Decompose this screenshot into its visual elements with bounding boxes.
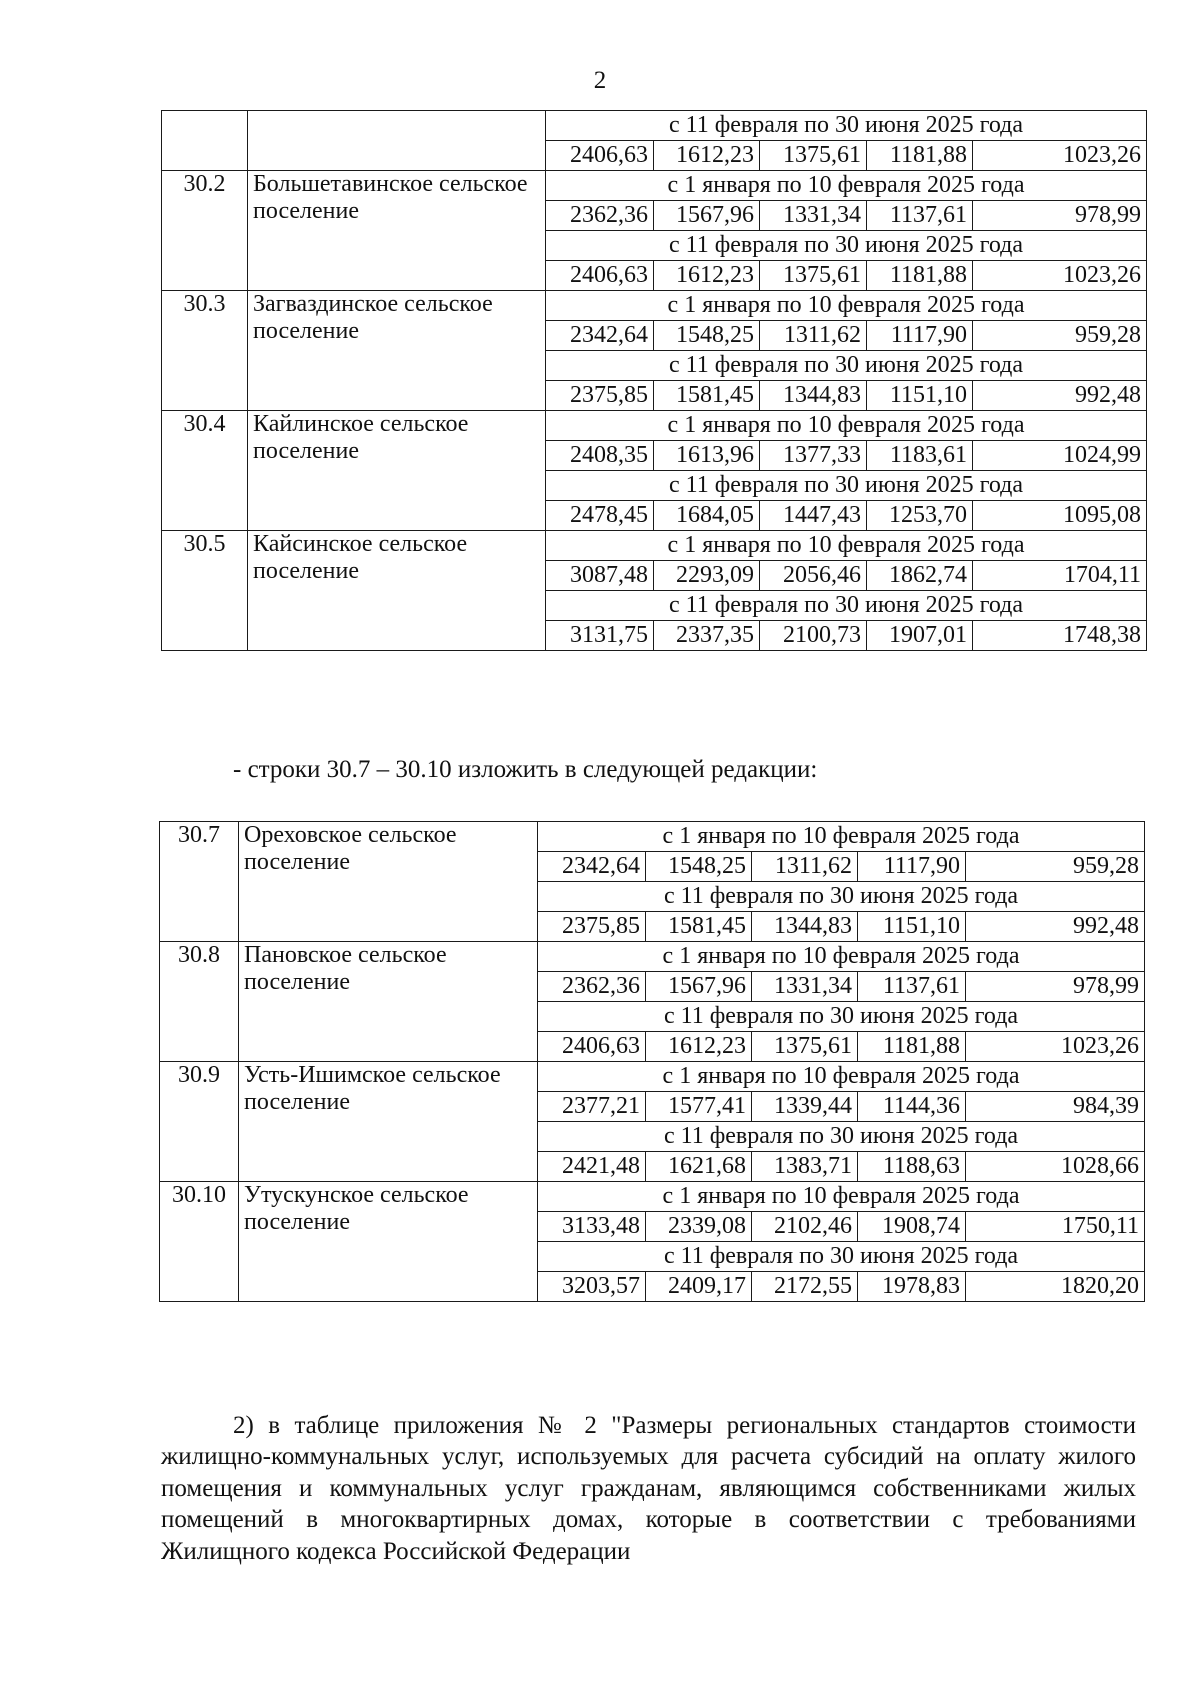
period-header-row [160,942,1145,972]
value-cell: 1908,74 [858,1212,966,1242]
value-cell: 2406,63 [546,141,654,171]
value-cell: 1344,83 [760,381,867,411]
period-header-row [160,1182,1145,1212]
value-cell: 1253,70 [867,501,973,531]
value-cell: 1183,61 [867,441,973,471]
value-cell: 1144,36 [858,1092,966,1122]
period-label: с 1 января по 10 февраля 2025 года [538,822,1145,852]
value-cell: 1577,41 [646,1092,752,1122]
value-cell: 1344,83 [752,912,858,942]
settlement-name-cell: Большетавинское сельское поселение [248,171,546,291]
period-header-row [162,171,1147,201]
row-number-cell [162,111,248,171]
value-cell: 2362,36 [546,201,654,231]
value-cell: 1548,25 [654,321,760,351]
row-number-cell: 30.8 [160,942,239,1062]
value-cell: 1151,10 [858,912,966,942]
value-cell: 2339,08 [646,1212,752,1242]
value-cell: 1820,20 [966,1272,1145,1302]
value-cell: 1978,83 [858,1272,966,1302]
value-cell: 1375,61 [760,261,867,291]
value-cell: 1375,61 [760,141,867,171]
value-cell: 1581,45 [646,912,752,942]
period-label: с 1 января по 10 февраля 2025 года [538,942,1145,972]
tariff-table-bottom [159,821,1145,1302]
value-cell: 1028,66 [966,1152,1145,1182]
period-label: с 1 января по 10 февраля 2025 года [546,411,1147,441]
value-cell: 2478,45 [546,501,654,531]
value-cell: 2102,46 [752,1212,858,1242]
row-number-cell: 30.4 [162,411,248,531]
page-number: 2 [593,67,607,94]
value-cell: 1612,23 [654,141,760,171]
period-header-row [160,822,1145,852]
value-cell: 1331,34 [752,972,858,1002]
value-cell: 1023,26 [966,1032,1145,1062]
value-cell: 2100,73 [760,621,867,651]
period-label: с 11 февраля по 30 июня 2025 года [538,1122,1145,1152]
value-cell: 1151,10 [867,381,973,411]
row-number-cell: 30.7 [160,822,239,942]
row-number-cell: 30.9 [160,1062,239,1182]
value-cell: 1581,45 [654,381,760,411]
value-cell: 1117,90 [858,852,966,882]
period-label: с 11 февраля по 30 июня 2025 года [546,591,1147,621]
value-cell: 1188,63 [858,1152,966,1182]
settlement-name-cell: Усть-Ишимское сельское поселение [239,1062,538,1182]
value-cell: 978,99 [973,201,1147,231]
settlement-name-cell: Ореховское сельское поселение [239,822,538,942]
value-cell: 992,48 [973,381,1147,411]
value-cell: 959,28 [973,321,1147,351]
period-header-row [162,411,1147,441]
value-cell: 1137,61 [858,972,966,1002]
settlement-name-cell: Загваздинское сельское поселение [248,291,546,411]
value-cell: 1311,62 [752,852,858,882]
period-label: с 1 января по 10 февраля 2025 года [546,171,1147,201]
value-cell: 1024,99 [973,441,1147,471]
value-cell: 3203,57 [538,1272,646,1302]
value-cell: 2342,64 [538,852,646,882]
value-cell: 1612,23 [646,1032,752,1062]
settlement-name-cell: Утускунское сельское поселение [239,1182,538,1302]
value-cell: 1095,08 [973,501,1147,531]
value-cell: 2172,55 [752,1272,858,1302]
period-label: с 1 января по 10 февраля 2025 года [546,291,1147,321]
period-header-row [162,291,1147,321]
value-cell: 1023,26 [973,261,1147,291]
value-cell: 1862,74 [867,561,973,591]
settlement-name-cell: Кайсинское сельское поселение [248,531,546,651]
period-header-row [160,1062,1145,1092]
value-cell: 2406,63 [538,1032,646,1062]
value-cell: 1750,11 [966,1212,1145,1242]
tariff-table-bottom-body [160,822,1145,1302]
value-cell: 959,28 [966,852,1145,882]
period-label: с 11 февраля по 30 июня 2025 года [538,1002,1145,1032]
value-cell: 2362,36 [538,972,646,1002]
intro-text: - строки 30.7 – 30.10 изложить в следующей редакции: [233,756,818,783]
value-cell: 1907,01 [867,621,973,651]
value-cell: 1567,96 [646,972,752,1002]
value-cell: 978,99 [966,972,1145,1002]
value-cell: 1377,33 [760,441,867,471]
value-cell: 2377,21 [538,1092,646,1122]
period-label: с 1 января по 10 февраля 2025 года [538,1062,1145,1092]
value-cell: 1137,61 [867,201,973,231]
value-cell: 3133,48 [538,1212,646,1242]
value-cell: 1613,96 [654,441,760,471]
settlement-name-cell [248,111,546,171]
value-cell: 1567,96 [654,201,760,231]
value-cell: 1447,43 [760,501,867,531]
value-cell: 1375,61 [752,1032,858,1062]
value-cell: 2342,64 [546,321,654,351]
value-cell: 3131,75 [546,621,654,651]
row-number-cell: 30.5 [162,531,248,651]
body-paragraph: 2) в таблице приложения № 2 "Размеры региональных стандартов стоимости жилищно-коммунальных услуг, используемых для расчета субсидий на оплату жилого помещения и коммунальных услуг гражданам, являющимся собственниками жилых помещений в многоквартирных домах, которые в соответствии с требованиями Жилищного кодекса Российской Федерации [161,1412,1136,1565]
value-cell: 1117,90 [867,321,973,351]
period-label: с 11 февраля по 30 июня 2025 года [546,231,1147,261]
period-label: с 11 февраля по 30 июня 2025 года [538,882,1145,912]
value-cell: 2375,85 [546,381,654,411]
row-number-cell: 30.10 [160,1182,239,1302]
tariff-table-top [161,110,1147,651]
value-cell: 2421,48 [538,1152,646,1182]
value-cell: 2409,17 [646,1272,752,1302]
value-cell: 1181,88 [867,141,973,171]
value-cell: 1612,23 [654,261,760,291]
value-cell: 3087,48 [546,561,654,591]
value-cell: 2375,85 [538,912,646,942]
value-cell: 1748,38 [973,621,1147,651]
value-cell: 1621,68 [646,1152,752,1182]
row-number-cell: 30.2 [162,171,248,291]
value-cell: 1548,25 [646,852,752,882]
period-label: с 11 февраля по 30 июня 2025 года [546,111,1147,141]
value-cell: 2408,35 [546,441,654,471]
value-cell: 2056,46 [760,561,867,591]
value-cell: 1181,88 [867,261,973,291]
period-label: с 11 февраля по 30 июня 2025 года [538,1242,1145,1272]
period-header-row [162,531,1147,561]
value-cell: 2337,35 [654,621,760,651]
value-cell: 1339,44 [752,1092,858,1122]
value-cell: 2406,63 [546,261,654,291]
tariff-table-top-body [162,111,1147,651]
settlement-name-cell: Пановское сельское поселение [239,942,538,1062]
value-cell: 2293,09 [654,561,760,591]
value-cell: 984,39 [966,1092,1145,1122]
value-cell: 1383,71 [752,1152,858,1182]
row-number-cell: 30.3 [162,291,248,411]
period-label: с 1 января по 10 февраля 2025 года [546,531,1147,561]
value-cell: 1181,88 [858,1032,966,1062]
period-label: с 11 февраля по 30 июня 2025 года [546,351,1147,381]
value-cell: 1331,34 [760,201,867,231]
period-label: с 11 февраля по 30 июня 2025 года [546,471,1147,501]
value-cell: 992,48 [966,912,1145,942]
value-cell: 1704,11 [973,561,1147,591]
period-header-row [162,111,1147,141]
value-cell: 1684,05 [654,501,760,531]
value-cell: 1023,26 [973,141,1147,171]
value-cell: 1311,62 [760,321,867,351]
period-label: с 1 января по 10 февраля 2025 года [538,1182,1145,1212]
settlement-name-cell: Кайлинское сельское поселение [248,411,546,531]
